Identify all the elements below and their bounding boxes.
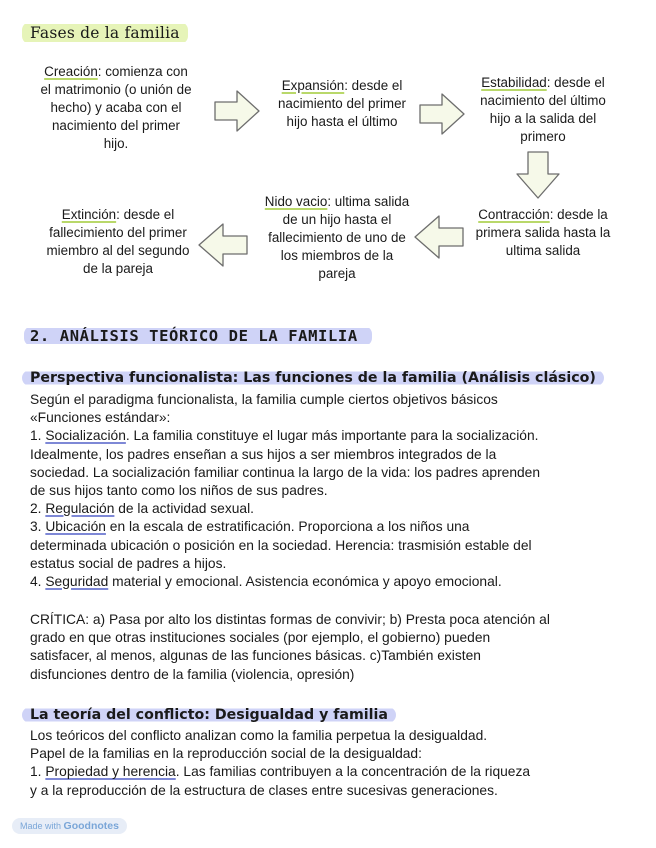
phase-description: : desde la primera salida hasta la ultima salida	[475, 207, 611, 258]
text-line: Papel de la familias en la reproducción social de la desigualdad:	[30, 746, 422, 762]
phase-term: Expansión	[281, 78, 345, 93]
footer-brand: Goodnotes	[63, 820, 119, 832]
arrow-right-icon	[418, 91, 466, 137]
phase-expansion	[272, 77, 412, 131]
subsection-heading-funcionalista: Perspectiva funcionalista: Las funciones de la familia (Análisis clásico)	[22, 370, 604, 386]
arrow-down-icon	[515, 150, 561, 200]
text-line: Los teóricos del conflicto analizan como la familia perpetua la desigualdad.	[30, 728, 488, 743]
phase-description: : ultima salida de un hijo hasta el fallecimiento de uno de los miembros de la pareja	[268, 194, 410, 281]
phase-description: : comienza con el matrimonio (o unión de hecho) y acaba con el nacimiento del primer hijo.	[40, 64, 192, 151]
item-text: en la escala de estratificación. Proporciona a los niños una	[105, 519, 470, 535]
list-item: 2. Regulación de la actividad sexual.	[30, 501, 254, 517]
phase-estabilidad	[470, 74, 616, 146]
phase-contraccion	[468, 206, 618, 260]
text-line: CRÍTICA: a) Pasa por alto los distintas formas de convivir; b) Presta poca atención al	[30, 612, 550, 627]
list-item: 3. Ubicación en la escala de estratificación. Proporciona a los niños una	[30, 519, 470, 535]
item-label: Regulación	[45, 501, 115, 517]
text-line: sociedad. La socialización familiar continua la largo de la vida: los padres aprenden	[30, 464, 541, 480]
phase-description: : desde el nacimiento del primer hijo hasta el último	[277, 78, 406, 129]
arrow-right-icon	[213, 88, 261, 134]
phase-description: : desde el nacimiento del último hijo a la salida del primero	[480, 75, 606, 144]
arrow-left-icon	[197, 221, 249, 269]
arrow-left-icon	[413, 213, 465, 261]
section-heading: 2. ANÁLISIS TEÓRICO DE LA FAMILIA	[24, 326, 372, 346]
list-item: 1. Propiedad y herencia. Las familias contribuyen a la concentración de la riqueza	[30, 764, 531, 780]
phase-extincion	[44, 206, 192, 278]
text-line: Según el paradigma funcionalista, la familia cumple ciertos objetivos básicos	[30, 392, 498, 407]
text-line: satisfacer, al menos, algunas de las funciones básicas. c)También existen	[30, 648, 481, 664]
phase-creacion	[38, 63, 194, 153]
text-line: estatus social de padres a hijos.	[30, 555, 227, 571]
item-label: Ubicación	[45, 519, 106, 535]
phase-term: Creación	[44, 64, 98, 79]
list-item: 1. Socialización. La familia constituye el lugar más importante para la socialización.	[30, 428, 539, 444]
text-line: y a la reproducción de la estructura de clases entre sucesivas generaciones.	[30, 782, 498, 798]
critica-body	[30, 611, 630, 684]
phase-nido-vacio	[264, 193, 410, 283]
footer-prefix: Made with	[20, 821, 62, 831]
list-item: 4. Seguridad material y emocional. Asistencia económica y apoyo emocional.	[30, 574, 502, 590]
phase-term: Extinción	[61, 207, 117, 222]
item-text: . Las familias contribuyen a la concentración de la riqueza	[175, 764, 531, 780]
page-title: Fases de la familia	[22, 22, 188, 44]
text-line: grado en que otras instituciones sociales (por ejemplo, el gobierno) pueden	[30, 630, 491, 646]
item-text: . La familia constituye el lugar más importante para la socialización.	[125, 428, 539, 444]
text-line: de sus hijos tanto como los niños de sus padres.	[30, 483, 328, 499]
phase-term: Nido vacio	[264, 194, 328, 209]
text-line: «Funciones estándar»:	[30, 410, 171, 426]
goodnotes-badge[interactable]	[12, 818, 127, 834]
item-text: de la actividad sexual.	[114, 501, 254, 517]
text-line: Idealmente, los padres enseñan a sus hijos a ser miembros integrados de la	[30, 446, 497, 462]
item-text: material y emocional. Asistencia económica y apoyo emocional.	[108, 574, 502, 590]
item-label: Propiedad y herencia	[45, 764, 176, 780]
text-line: disfunciones dentro de la familia (violencia, opresión)	[30, 666, 355, 682]
item-label: Socialización	[45, 428, 126, 444]
funcionalista-body	[30, 391, 630, 591]
text-line: determinada ubicación o posición en la sociedad. Herencia: trasmisión estable del	[30, 537, 532, 553]
subsection-heading-conflicto: La teoría del conflicto: Desigualdad y familia	[22, 707, 396, 723]
item-label: Seguridad	[45, 574, 109, 590]
phase-term: Estabilidad	[481, 75, 547, 90]
phase-description: : desde el fallecimiento del primer miembro al del segundo de la pareja	[46, 207, 190, 276]
phase-term: Contracción	[478, 207, 550, 222]
conflicto-body	[30, 727, 630, 800]
